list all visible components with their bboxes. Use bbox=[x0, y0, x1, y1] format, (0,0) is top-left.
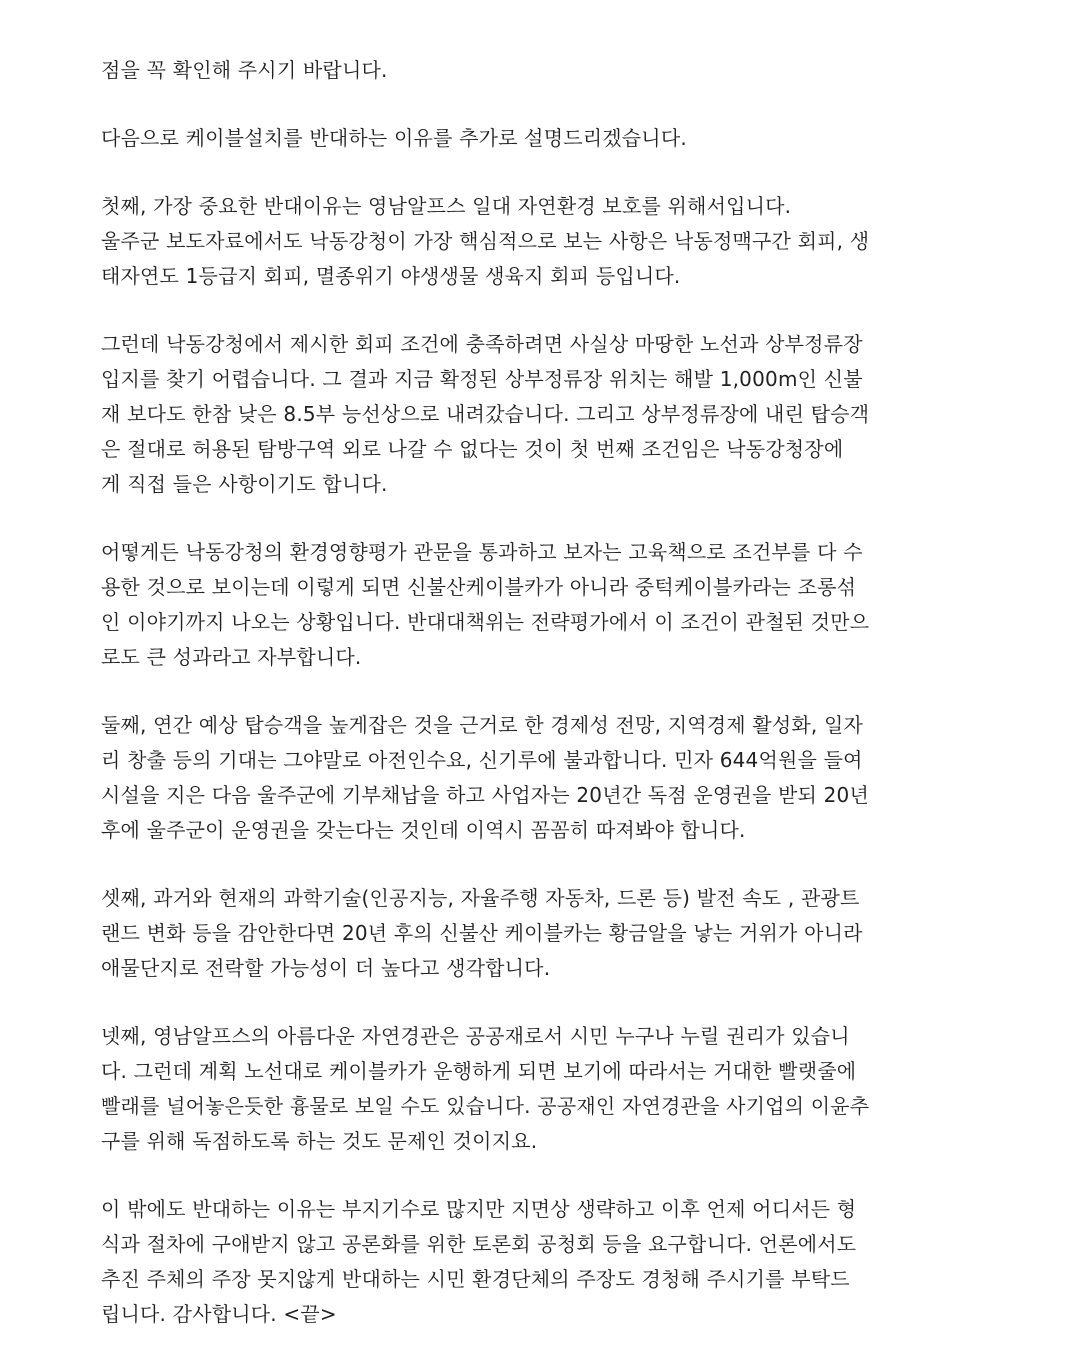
text-line: 인 이야기까지 나오는 상황입니다. 반대대책위는 전략평가에서 이 조건이 관철된 것만으 bbox=[101, 610, 870, 634]
text-line: 재 보다도 한참 낮은 8.5부 능선상으로 내려갔습니다. 그리고 상부정류장에 내린 탑승객 bbox=[101, 402, 870, 426]
text-line: 구를 위해 독점하도록 하는 것도 문제인 것이지요. bbox=[101, 1129, 538, 1153]
paragraph-assessment bbox=[101, 535, 991, 675]
text-line: 다. 그런데 계획 노선대로 케이블카가 운행하게 되면 보기에 따라서는 거대한 빨랫줄에 bbox=[101, 1059, 857, 1083]
paragraph-route-conditions bbox=[101, 327, 991, 502]
paragraph-conclusion bbox=[101, 1192, 991, 1332]
text-line: 울주군 보도자료에서도 낙동강청이 가장 핵심적으로 보는 사항은 낙동정맥구간 회피, 생 bbox=[101, 229, 870, 253]
paragraph-reason-fourth bbox=[101, 1019, 991, 1159]
text-line: 용한 것으로 보이는데 이렇게 되면 신불산케이블카가 아니라 중턱케이블카라는 조롱섞 bbox=[101, 575, 857, 599]
text-line: 은 절대로 허용된 탐방구역 외로 나갈 수 없다는 것이 첫 번째 조건임은 낙동강청장에 bbox=[101, 437, 844, 461]
paragraph-intro bbox=[101, 121, 991, 156]
text-line: 다음으로 케이블설치를 반대하는 이유를 추가로 설명드리겠습니다. bbox=[101, 126, 687, 150]
text-line: 첫째, 가장 중요한 반대이유는 영남알프스 일대 자연환경 보호를 위해서입니다. bbox=[101, 194, 792, 218]
text-line: 식과 절차에 구애받지 않고 공론화를 위한 토론회 공청회 등을 요구합니다. 언론에서도 bbox=[101, 1232, 857, 1256]
text-line: 게 직접 들은 사항이기도 합니다. bbox=[101, 472, 388, 496]
text-line: 빨래를 널어놓은듯한 흉물로 보일 수도 있습니다. 공공재인 자연경관을 사기업의 이윤추 bbox=[101, 1094, 870, 1118]
paragraph-reason-first bbox=[101, 189, 991, 294]
text-line: 입지를 찾기 어렵습니다. 그 결과 지금 확정된 상부정류장 위치는 해발 1,000m인 신불 bbox=[101, 367, 863, 391]
paragraph-reason-second bbox=[101, 708, 991, 848]
document-body bbox=[101, 53, 991, 1332]
text-line: 태자연도 1등급지 회피, 멸종위기 야생생물 생육지 회피 등입니다. bbox=[101, 264, 681, 288]
text-line: 넷째, 영남알프스의 아름다운 자연경관은 공공재로서 시민 누구나 누릴 권리가 있습니 bbox=[101, 1024, 850, 1048]
text-line: 로도 큰 성과라고 자부합니다. bbox=[101, 645, 362, 669]
text-line: 점을 꼭 확인해 주시기 바랍니다. bbox=[101, 58, 388, 82]
text-line: 시설을 지은 다음 울주군에 기부채납을 하고 사업자는 20년간 독점 운영권을 받되 20년 bbox=[101, 783, 869, 807]
text-line: 둘째, 연간 예상 탑승객을 높게잡은 것을 근거로 한 경제성 전망, 지역경제 활성화, 일자 bbox=[101, 713, 864, 737]
paragraph-closing-request bbox=[101, 53, 991, 88]
text-line: 리 창출 등의 기대는 그야말로 아전인수요, 신기루에 불과합니다. 민자 644억원을 들여 bbox=[101, 748, 863, 772]
paragraph-reason-third bbox=[101, 881, 991, 986]
text-line: 어떻게든 낙동강청의 환경영향평가 관문을 통과하고 보자는 고육책으로 조건부를 다 수 bbox=[101, 540, 863, 564]
text-line: 셋째, 과거와 현재의 과학기술(인공지능, 자율주행 자동차, 드론 등) 발전 속도 , 관광트 bbox=[101, 886, 860, 910]
text-line: 랜드 변화 등을 감안한다면 20년 후의 신불산 케이블카는 황금알을 낳는 거위가 아니라 bbox=[101, 921, 863, 945]
text-line: 애물단지로 전락할 가능성이 더 높다고 생각합니다. bbox=[101, 956, 551, 980]
text-line: 립니다. 감사합니다. <끝> bbox=[101, 1302, 337, 1326]
text-line: 그런데 낙동강청에서 제시한 회피 조건에 충족하려면 사실상 마땅한 노선과 상부정류장 bbox=[101, 332, 863, 356]
text-line: 후에 울주군이 운영권을 갖는다는 것인데 이역시 꼼꼼히 따져봐야 합니다. bbox=[101, 818, 746, 842]
text-line: 이 밖에도 반대하는 이유는 부지기수로 많지만 지면상 생략하고 이후 언제 어디서든 형 bbox=[101, 1197, 857, 1221]
text-line: 추진 주체의 주장 못지않게 반대하는 시민 환경단체의 주장도 경청해 주시기를 부탁드 bbox=[101, 1267, 850, 1291]
